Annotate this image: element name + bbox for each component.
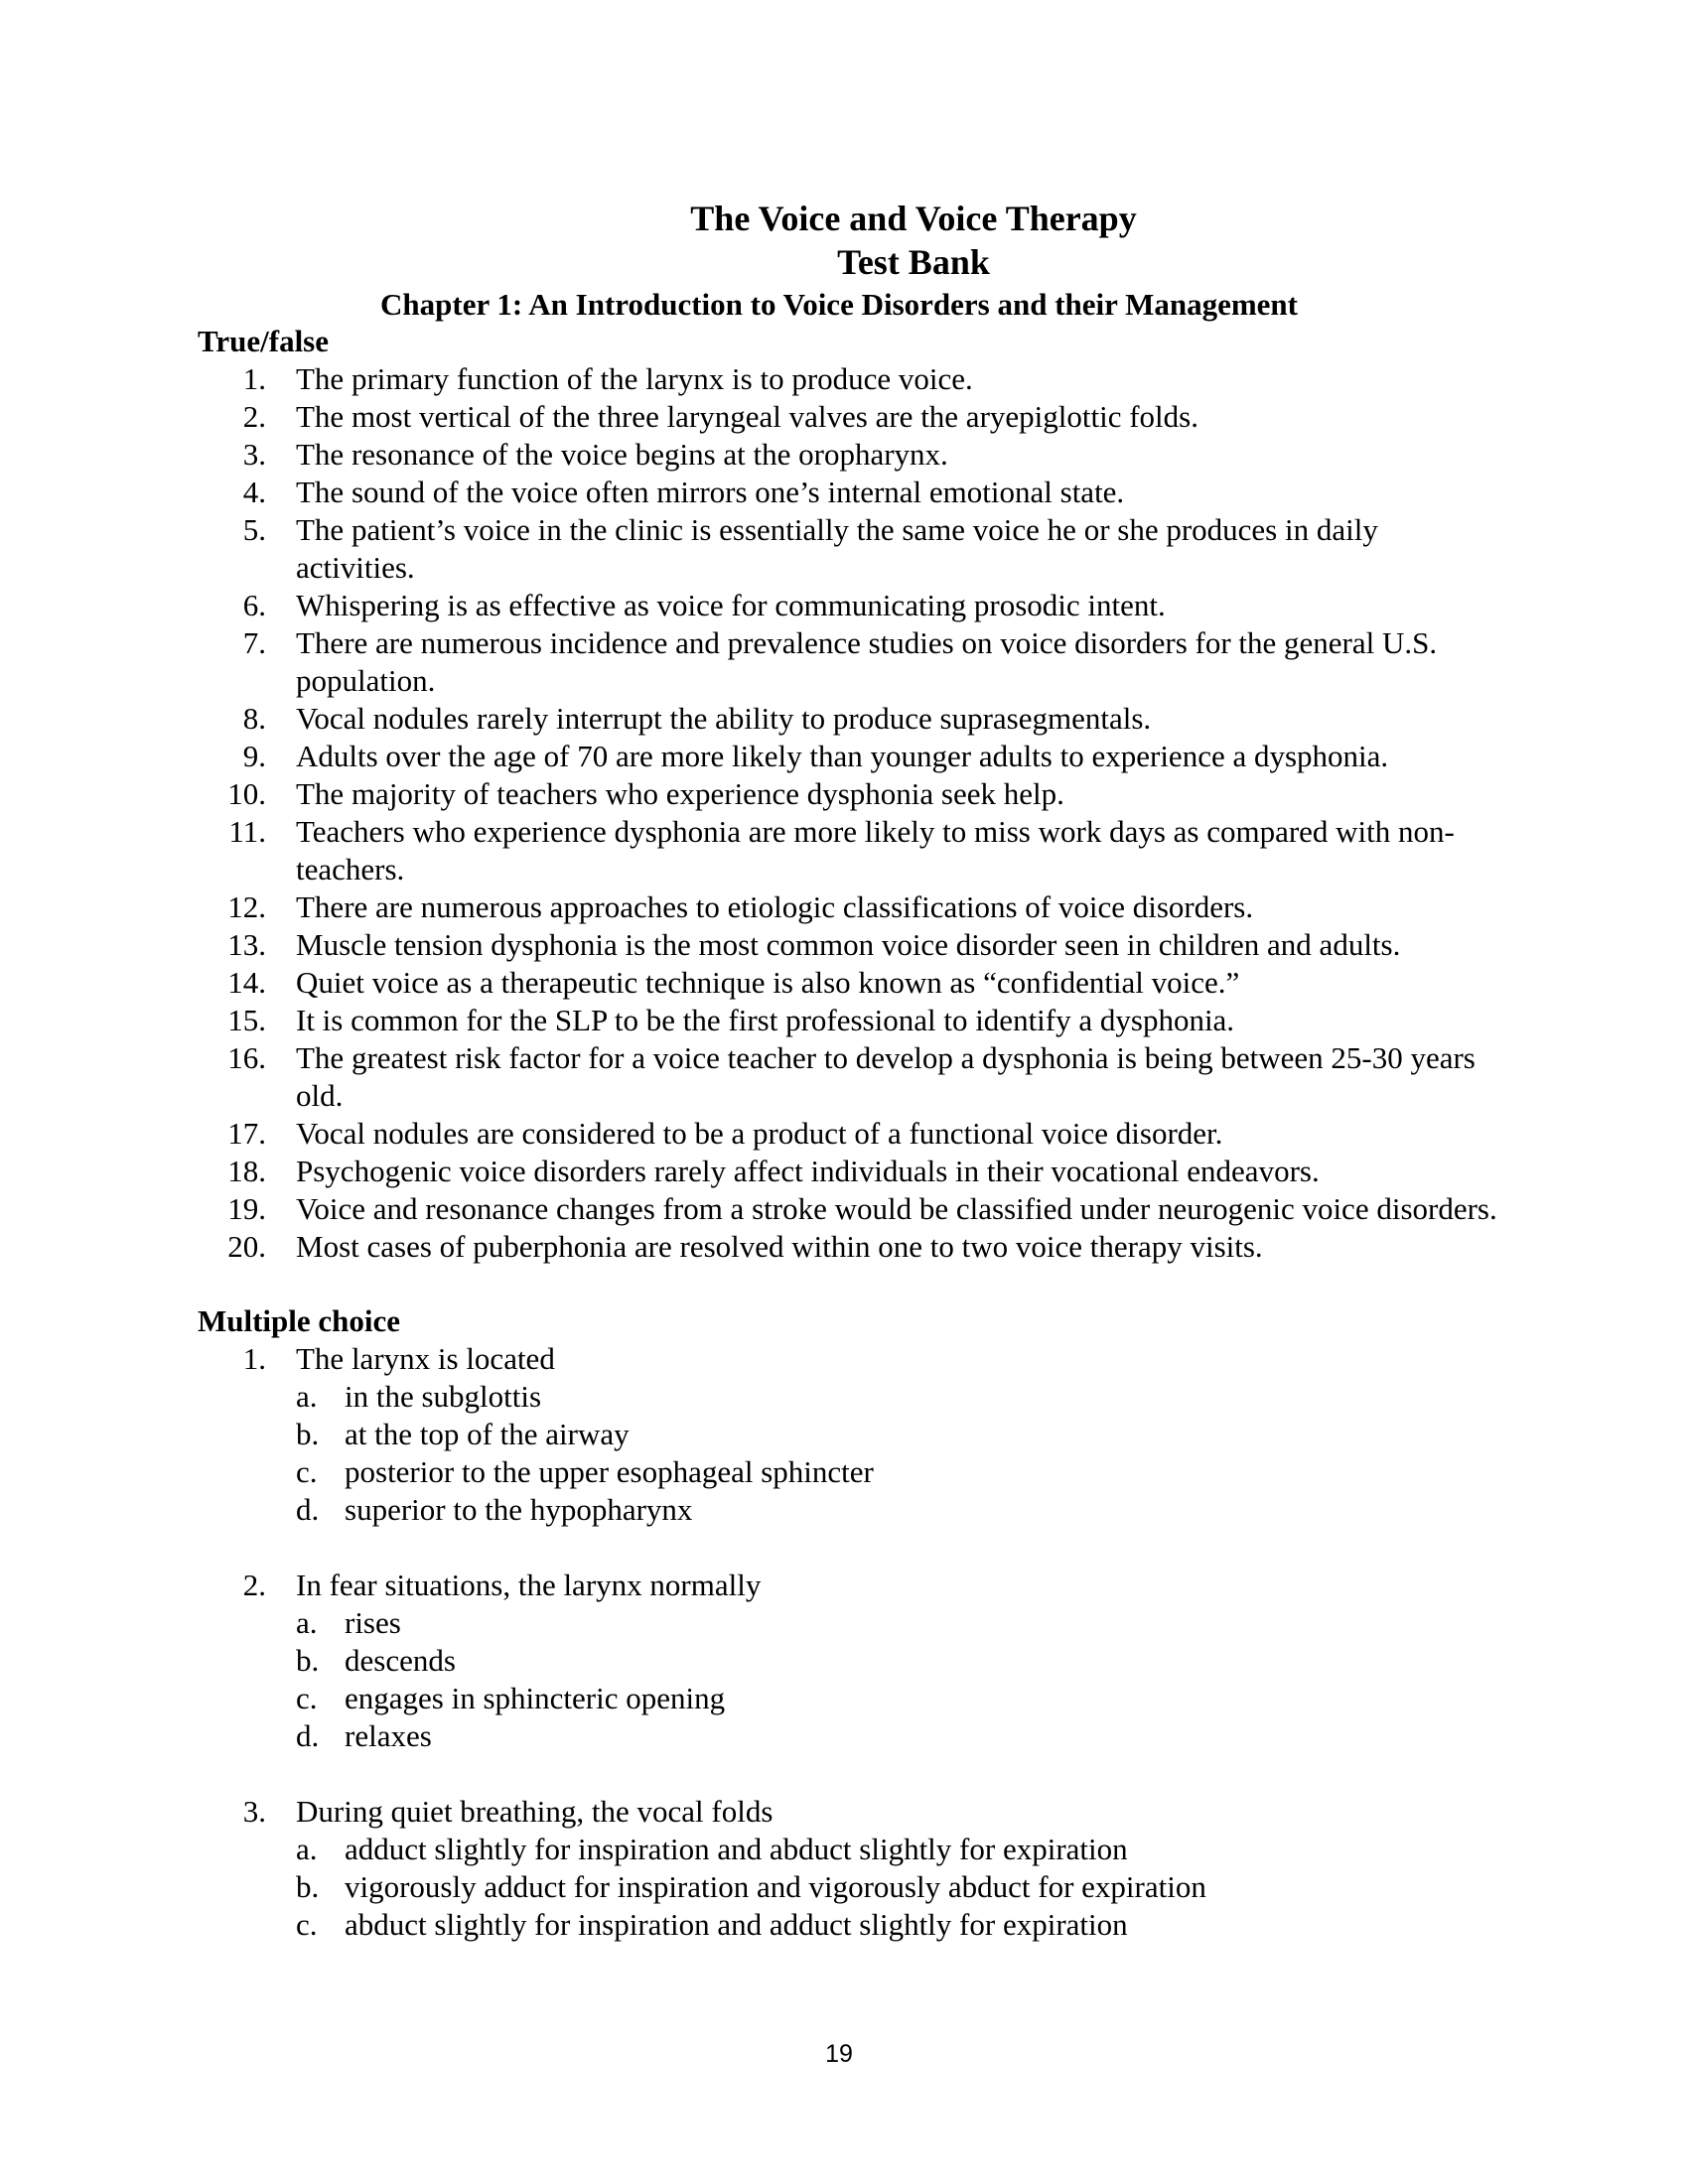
tf-item	[0, 1190, 1688, 1228]
mc-option	[0, 1642, 1688, 1680]
mc-option	[0, 1680, 1688, 1717]
mc-option-letter: d.	[296, 1492, 320, 1527]
tf-item	[0, 474, 1688, 511]
tf-item-text: It is common for the SLP to be the first professional to identify a dysphonia.	[296, 1003, 1235, 1037]
tf-item-text: Psychogenic voice disorders rarely affect individuals in their vocational endeavors.	[296, 1154, 1320, 1188]
tf-item-text: Quiet voice as a therapeutic technique is also known as “confidential voice.”	[296, 965, 1240, 1000]
mc-option-letter: a.	[296, 1379, 318, 1414]
tf-item-number: 15.	[227, 1003, 266, 1037]
mc-question-text: The larynx is located	[296, 1341, 555, 1376]
tf-item-number: 17.	[227, 1116, 266, 1151]
tf-item	[0, 775, 1688, 813]
mc-option-text: rises	[345, 1605, 401, 1640]
tf-item-text: Whispering is as effective as voice for communicating prosodic intent.	[296, 588, 1166, 622]
mc-question	[0, 1793, 1688, 1944]
tf-item	[0, 1039, 1688, 1115]
tf-item	[0, 813, 1688, 888]
tf-item-number: 1.	[242, 361, 266, 396]
mc-option-letter: c.	[296, 1681, 318, 1715]
mc-question-number: 3.	[242, 1794, 266, 1829]
tf-item-text: Most cases of puberphonia are resolved within one to two voice therapy visits.	[296, 1229, 1263, 1264]
tf-item-number: 12.	[227, 889, 266, 924]
tf-item-number: 8.	[242, 701, 266, 736]
mc-option-text: in the subglottis	[345, 1379, 542, 1414]
tf-item	[0, 1002, 1688, 1039]
tf-item-text: Voice and resonance changes from a stroke would be classified under neurogenic voice disorders.	[296, 1191, 1497, 1226]
tf-item-number: 19.	[227, 1191, 266, 1226]
tf-item	[0, 511, 1688, 587]
tf-item	[0, 964, 1688, 1002]
tf-item-text: Vocal nodules are considered to be a product of a functional voice disorder.	[296, 1116, 1223, 1151]
mc-option-letter: b.	[296, 1417, 320, 1451]
tf-item-text: There are numerous approaches to etiologic classifications of voice disorders.	[296, 889, 1254, 924]
mc-question-stem	[0, 1567, 1688, 1604]
tf-item-text: The resonance of the voice begins at the oropharynx.	[296, 437, 948, 472]
mc-option-text: descends	[345, 1643, 456, 1678]
tf-item	[0, 624, 1688, 700]
mc-option-text: relaxes	[345, 1718, 432, 1753]
mc-option-text: engages in sphincteric opening	[345, 1681, 726, 1715]
mc-option-letter: a.	[296, 1832, 318, 1866]
chapter-heading: Chapter 1: An Introduction to Voice Disorders and their Management	[380, 287, 1298, 322]
tf-item-text: Adults over the age of 70 are more likely than younger adults to experience a dysphonia.	[296, 739, 1389, 773]
mc-option	[0, 1416, 1688, 1453]
tf-item-text: Muscle tension dysphonia is the most common voice disorder seen in children and adults.	[296, 927, 1401, 962]
tf-item-text: The patient’s voice in the clinic is essentially the same voice he or she produces in daily activities.	[296, 512, 1378, 585]
tf-item	[0, 398, 1688, 436]
mc-option	[0, 1906, 1688, 1944]
mc-option-text: superior to the hypopharynx	[345, 1492, 693, 1527]
mc-option	[0, 1378, 1688, 1416]
mc-option	[0, 1453, 1688, 1491]
tf-item-number: 11.	[228, 814, 266, 849]
mc-option	[0, 1491, 1688, 1529]
tf-item-number: 18.	[227, 1154, 266, 1188]
mc-option-letter: a.	[296, 1605, 318, 1640]
tf-item-text: The greatest risk factor for a voice teacher to develop a dysphonia is being between 25-30 years old.	[296, 1040, 1476, 1113]
tf-item-number: 13.	[227, 927, 266, 962]
true-false-list	[0, 360, 1688, 1266]
tf-item-number: 16.	[227, 1040, 266, 1075]
tf-item-number: 20.	[227, 1229, 266, 1264]
mc-question-text: In fear situations, the larynx normally	[296, 1568, 762, 1602]
mc-option-text: posterior to the upper esophageal sphincter	[345, 1454, 874, 1489]
mc-question-stem	[0, 1793, 1688, 1831]
tf-item-number: 7.	[242, 625, 266, 660]
document-subtitle: Test Bank	[837, 242, 990, 282]
tf-item-text: Vocal nodules rarely interrupt the ability to produce suprasegmentals.	[296, 701, 1152, 736]
mc-question	[0, 1567, 1688, 1755]
mc-option-letter: b.	[296, 1643, 320, 1678]
tf-item	[0, 888, 1688, 926]
mc-option-text: vigorously adduct for inspiration and vigorously abduct for expiration	[345, 1869, 1206, 1904]
tf-item	[0, 360, 1688, 398]
tf-item-number: 6.	[242, 588, 266, 622]
mc-question-number: 1.	[242, 1341, 266, 1376]
mc-option	[0, 1831, 1688, 1868]
tf-item	[0, 1153, 1688, 1190]
document-title: The Voice and Voice Therapy	[690, 199, 1137, 238]
page-number: 19	[825, 2040, 853, 2068]
mc-option-text: abduct slightly for inspiration and adduct slightly for expiration	[345, 1907, 1128, 1942]
mc-option	[0, 1604, 1688, 1642]
true-false-heading: True/false	[198, 324, 330, 358]
mc-option-letter: d.	[296, 1718, 320, 1753]
mc-option	[0, 1717, 1688, 1755]
mc-question	[0, 1340, 1688, 1529]
tf-item	[0, 1228, 1688, 1266]
tf-item-number: 3.	[242, 437, 266, 472]
tf-item-number: 10.	[227, 776, 266, 811]
tf-item	[0, 700, 1688, 738]
tf-item	[0, 587, 1688, 624]
tf-item	[0, 738, 1688, 775]
tf-item-text: Teachers who experience dysphonia are more likely to miss work days as compared with non-teachers.	[296, 814, 1455, 887]
tf-item-text: The sound of the voice often mirrors one’s internal emotional state.	[296, 475, 1125, 509]
mc-option-letter: c.	[296, 1454, 318, 1489]
tf-item-number: 9.	[242, 739, 266, 773]
mc-question-text: During quiet breathing, the vocal folds	[296, 1794, 774, 1829]
mc-option-text: at the top of the airway	[345, 1417, 630, 1451]
tf-item	[0, 1115, 1688, 1153]
mc-question-stem	[0, 1340, 1688, 1378]
tf-item-text: The primary function of the larynx is to produce voice.	[296, 361, 973, 396]
tf-item-number: 4.	[242, 475, 266, 509]
tf-item-number: 5.	[242, 512, 266, 547]
multiple-choice-heading: Multiple choice	[198, 1303, 401, 1338]
tf-item-text: There are numerous incidence and prevalence studies on voice disorders for the general U.S. population.	[296, 625, 1438, 698]
mc-option-letter: c.	[296, 1907, 318, 1942]
tf-item-number: 14.	[227, 965, 266, 1000]
mc-option-letter: b.	[296, 1869, 320, 1904]
mc-option-text: adduct slightly for inspiration and abduct slightly for expiration	[345, 1832, 1128, 1866]
mc-option	[0, 1868, 1688, 1906]
tf-item-number: 2.	[242, 399, 266, 434]
tf-item-text: The majority of teachers who experience dysphonia seek help.	[296, 776, 1064, 811]
tf-item	[0, 926, 1688, 964]
mc-question-number: 2.	[242, 1568, 266, 1602]
tf-item	[0, 436, 1688, 474]
tf-item-text: The most vertical of the three laryngeal valves are the aryepiglottic folds.	[296, 399, 1198, 434]
